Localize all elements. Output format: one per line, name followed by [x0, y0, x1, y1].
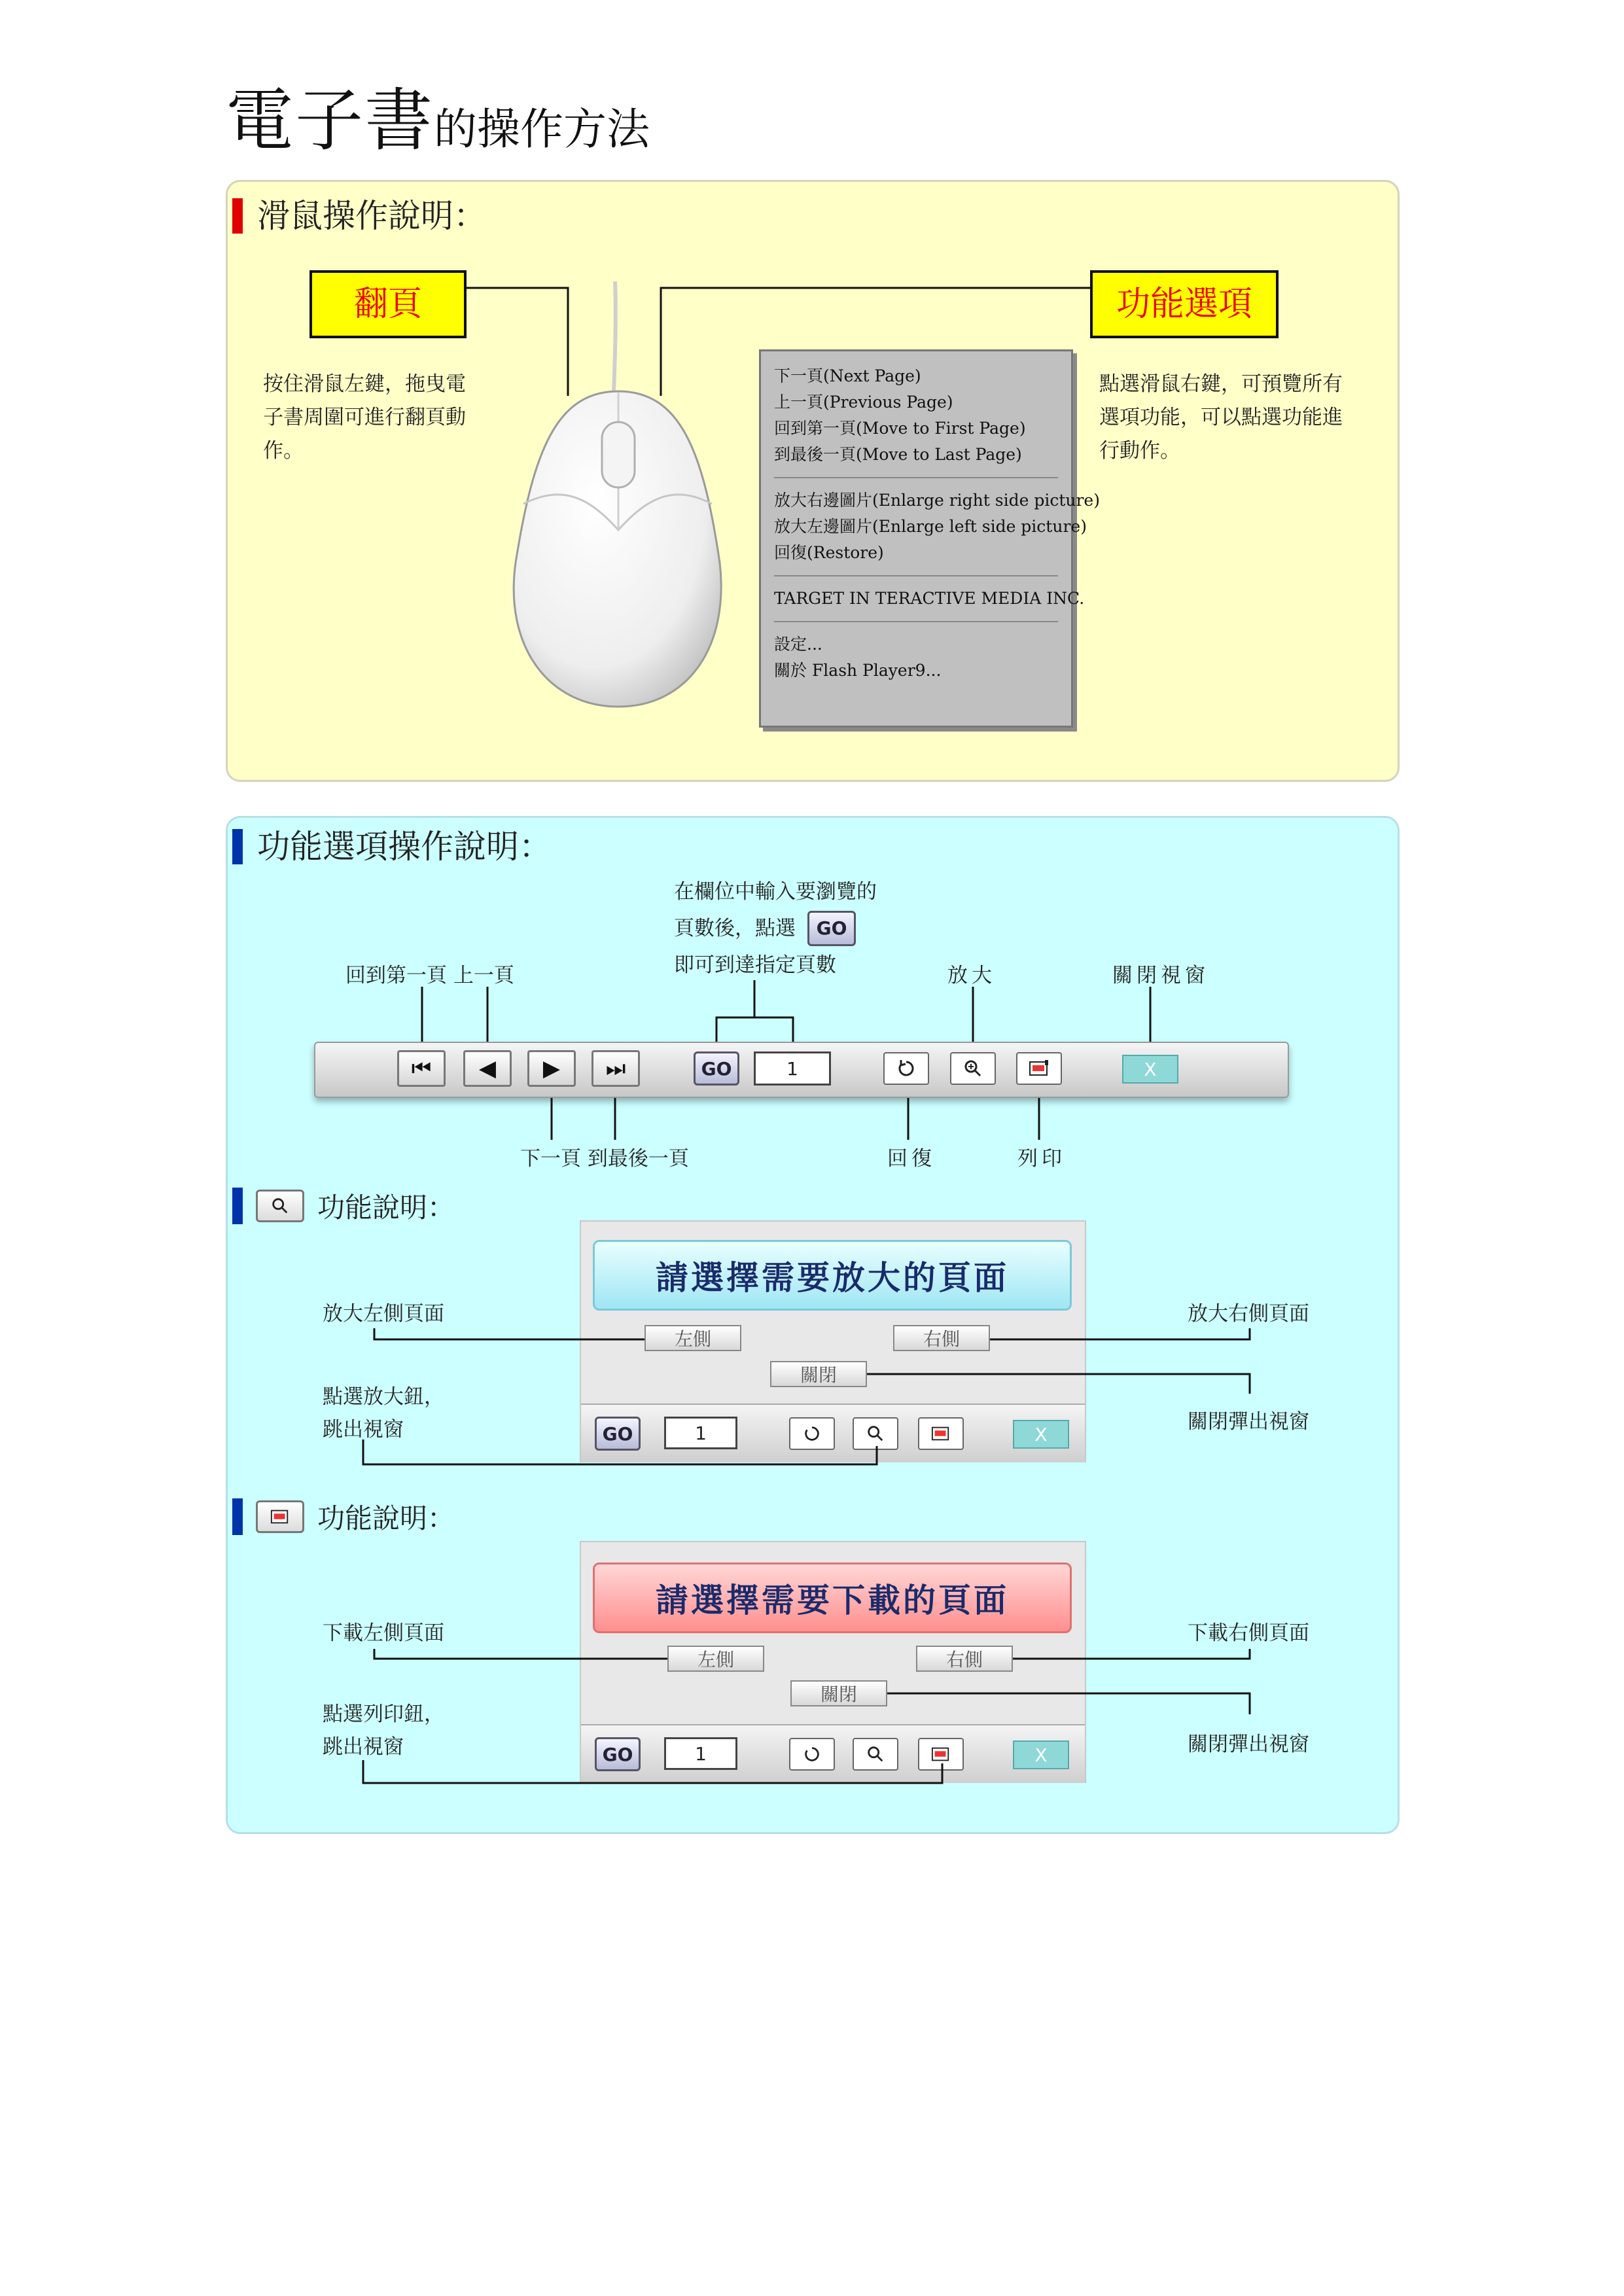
label-close-popup: 關閉彈出視窗 [1188, 1733, 1309, 1756]
next-page-button[interactable]: ▶ [527, 1050, 576, 1087]
restore-icon [896, 1058, 917, 1079]
label-restore: 回復 [887, 1147, 936, 1171]
mini-page-input[interactable]: 1 [664, 1417, 737, 1449]
print-function-heading [232, 1498, 455, 1535]
menu-item-company: TARGET IN TERACTIVE MEDIA INC. [774, 589, 1085, 608]
page-title-main: 電子書 [226, 80, 434, 160]
menu-item-enlarge-right[interactable]: 放大右邊圖片(Enlarge right side picture) [774, 491, 1100, 510]
menu-item-next-page[interactable]: 下一頁(Next Page) [774, 366, 921, 385]
close-window-button[interactable]: X [1122, 1055, 1178, 1084]
print-icon [1028, 1058, 1050, 1079]
left-desc-line: 子書周圍可進行翻頁動 [263, 406, 466, 429]
mini-go-button[interactable]: GO [595, 1737, 641, 1771]
left-desc-line: 按住滑鼠左鍵，拖曳電 [263, 372, 466, 396]
menu-item-restore[interactable]: 回復(Restore) [774, 543, 884, 562]
label-close-window: 關閉視窗 [1112, 964, 1209, 987]
label-print: 列印 [1017, 1147, 1066, 1171]
menu-item-previous-page[interactable]: 上一頁(Previous Page) [774, 393, 953, 412]
right-desc-line: 點選滑鼠右鍵，可預覽所有 [1099, 372, 1343, 396]
print-icon [256, 1500, 304, 1533]
zoom-heading-text: 功能說明： [317, 1192, 455, 1224]
print-heading-text: 功能說明： [317, 1502, 455, 1534]
zoom-right-button[interactable]: 右側 [893, 1325, 990, 1351]
label-download-right: 下載右側頁面 [1188, 1621, 1309, 1645]
zoom-popup-title: 請選擇需要放大的頁面 [593, 1240, 1072, 1311]
label-download-left: 下載左側頁面 [323, 1621, 444, 1645]
label-line: 跳出視窗 [323, 1418, 404, 1441]
left-desc-line: 作。 [263, 439, 304, 463]
zoom-button[interactable] [950, 1052, 996, 1085]
label-enlarge-right: 放大右側頁面 [1188, 1302, 1309, 1326]
zoom-icon [256, 1190, 304, 1222]
menu-item-enlarge-left[interactable]: 放大左邊圖片(Enlarge left side picture) [774, 517, 1087, 536]
mini-close-button[interactable]: X [1013, 1420, 1069, 1449]
label-line: 點選放大鈕， [323, 1385, 444, 1409]
mini-close-button[interactable]: X [1013, 1740, 1069, 1769]
go-note-line: 頁數後，點選 [674, 917, 796, 940]
go-button[interactable]: GO [694, 1051, 739, 1086]
zoom-function-heading [232, 1188, 455, 1224]
label-next-last: 下一頁 到最後一頁 [520, 1147, 689, 1171]
page-title-sub: 的操作方法 [434, 104, 650, 154]
label-line: 點選列印鈕， [323, 1703, 444, 1726]
right-desc-line: 選項功能，可以點選功能進 [1099, 406, 1343, 429]
print-popup-title: 請選擇需要下載的頁面 [593, 1563, 1072, 1633]
last-page-button[interactable]: ⏭ [591, 1050, 640, 1087]
zoom-connector-lines [0, 1302, 1624, 1479]
mini-go-button[interactable]: GO [595, 1417, 641, 1451]
zoom-close-button[interactable]: 關閉 [770, 1361, 867, 1387]
first-page-button[interactable]: ⏮ [397, 1050, 446, 1087]
menu-item-first-page[interactable]: 回到第一頁(Move to First Page) [774, 419, 1026, 438]
zoom-icon [962, 1058, 983, 1079]
mini-page-input[interactable]: 1 [664, 1737, 737, 1770]
function-section-heading: 功能選項操作說明： [232, 829, 552, 864]
page-flip-tag: 翻頁 [309, 270, 467, 338]
print-connector-lines [0, 1623, 1624, 1799]
print-button[interactable] [1016, 1052, 1062, 1085]
label-first-prev: 回到第一頁 上一頁 [345, 964, 514, 987]
label-close-popup: 關閉彈出視窗 [1188, 1410, 1309, 1434]
right-desc-line: 行動作。 [1099, 439, 1180, 463]
go-note-line: 在欄位中輸入要瀏覽的 [674, 880, 877, 904]
page-number-input[interactable]: 1 [754, 1051, 831, 1086]
menu-item-settings[interactable]: 設定... [774, 635, 822, 654]
mouse-section-heading: 滑鼠操作說明： [232, 198, 486, 234]
menu-item-last-page[interactable]: 到最後一頁(Move to Last Page) [774, 445, 1022, 464]
menu-item-about-flash[interactable]: 關於 Flash Player9... [774, 661, 942, 680]
label-enlarge-left: 放大左側頁面 [323, 1302, 444, 1326]
restore-button[interactable] [883, 1052, 929, 1085]
print-left-button[interactable]: 左側 [667, 1646, 764, 1672]
go-icon: GO [807, 911, 856, 946]
previous-page-button[interactable]: ◀ [463, 1050, 512, 1087]
zoom-left-button[interactable]: 左側 [644, 1325, 741, 1351]
label-line: 跳出視窗 [323, 1735, 404, 1759]
label-zoom: 放大 [947, 964, 996, 987]
go-note-line: 即可到達指定頁數 [674, 953, 836, 977]
print-right-button[interactable]: 右側 [916, 1646, 1013, 1672]
function-options-tag: 功能選項 [1090, 270, 1279, 338]
print-close-button[interactable]: 關閉 [790, 1680, 887, 1706]
